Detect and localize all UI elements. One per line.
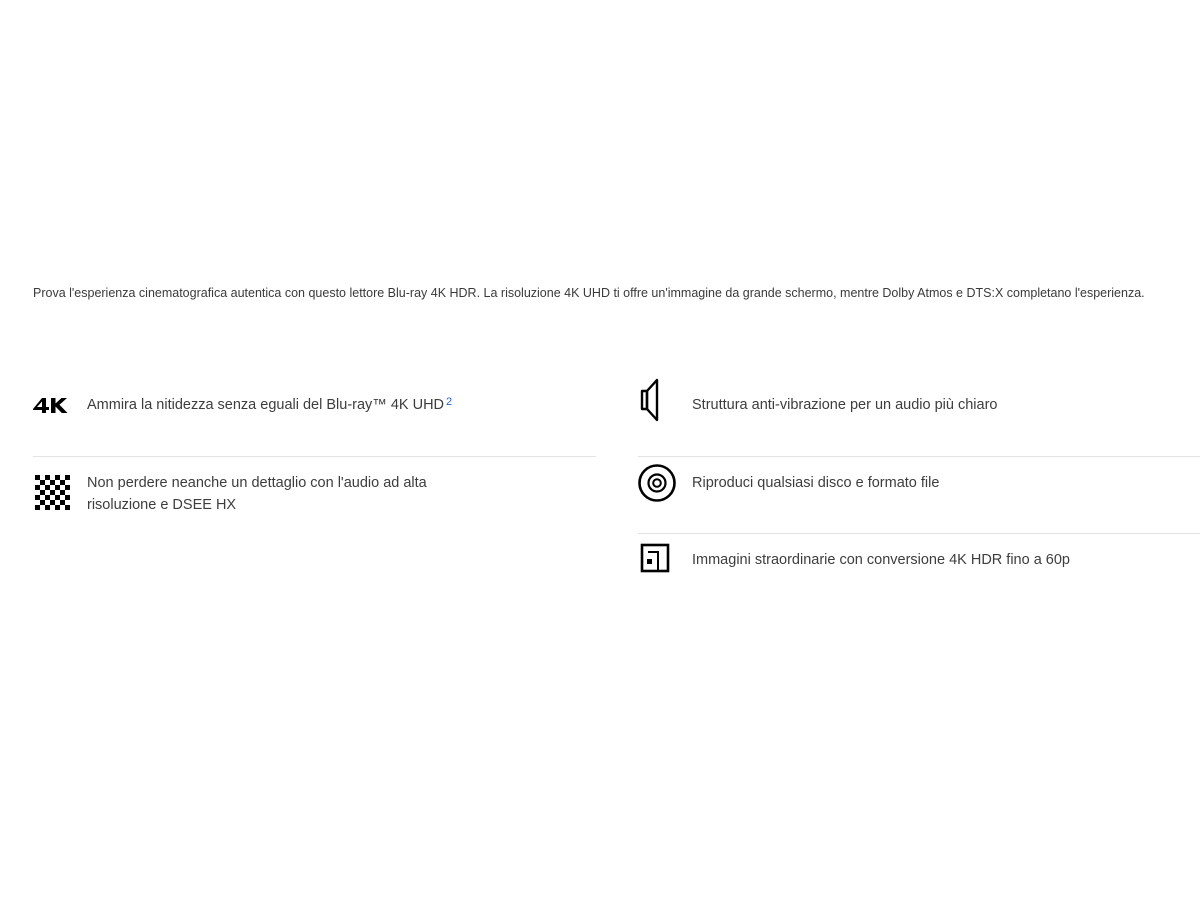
upscale-icon — [638, 543, 682, 573]
features-left-column — [33, 380, 596, 537]
hi-res-audio-icon — [33, 472, 77, 516]
speaker-icon — [638, 394, 682, 416]
feature-4k-text — [87, 394, 452, 416]
feature-anti-vibration-text: Struttura anti-vibrazione per un audio più chiaro — [692, 397, 998, 413]
feature-upscale-text: Immagini straordinarie con conversione 4K HDR fino a 60p — [692, 552, 1070, 568]
feature-disc — [638, 457, 1200, 534]
feature-upscale — [638, 534, 1200, 604]
feature-4k-label: Ammira la nitidezza senza eguali del Blu-ray™ 4K UHD — [87, 397, 445, 413]
4k-icon — [33, 394, 77, 416]
feature-anti-vibration — [638, 380, 1200, 457]
disc-icon — [638, 468, 682, 498]
feature-hi-res-audio — [33, 457, 596, 537]
footnote-link[interactable]: 2 — [446, 396, 453, 408]
feature-disc-text: Riproduci qualsiasi disco e formato file — [692, 475, 940, 491]
features-right-column — [638, 380, 1200, 604]
feature-4k — [33, 380, 596, 457]
feature-hi-res-audio-text: Non perdere neanche un dettaglio con l'audio ad alta risoluzione e DSEE HX — [87, 475, 427, 513]
intro-paragraph: Prova l'esperienza cinematografica autentica con questo lettore Blu-ray 4K HDR. La risoluzione 4K UHD ti offre un'immagine da grande schermo, mentre Dolby Atmos e DTS:X completano l'esperienza. — [33, 286, 1145, 300]
